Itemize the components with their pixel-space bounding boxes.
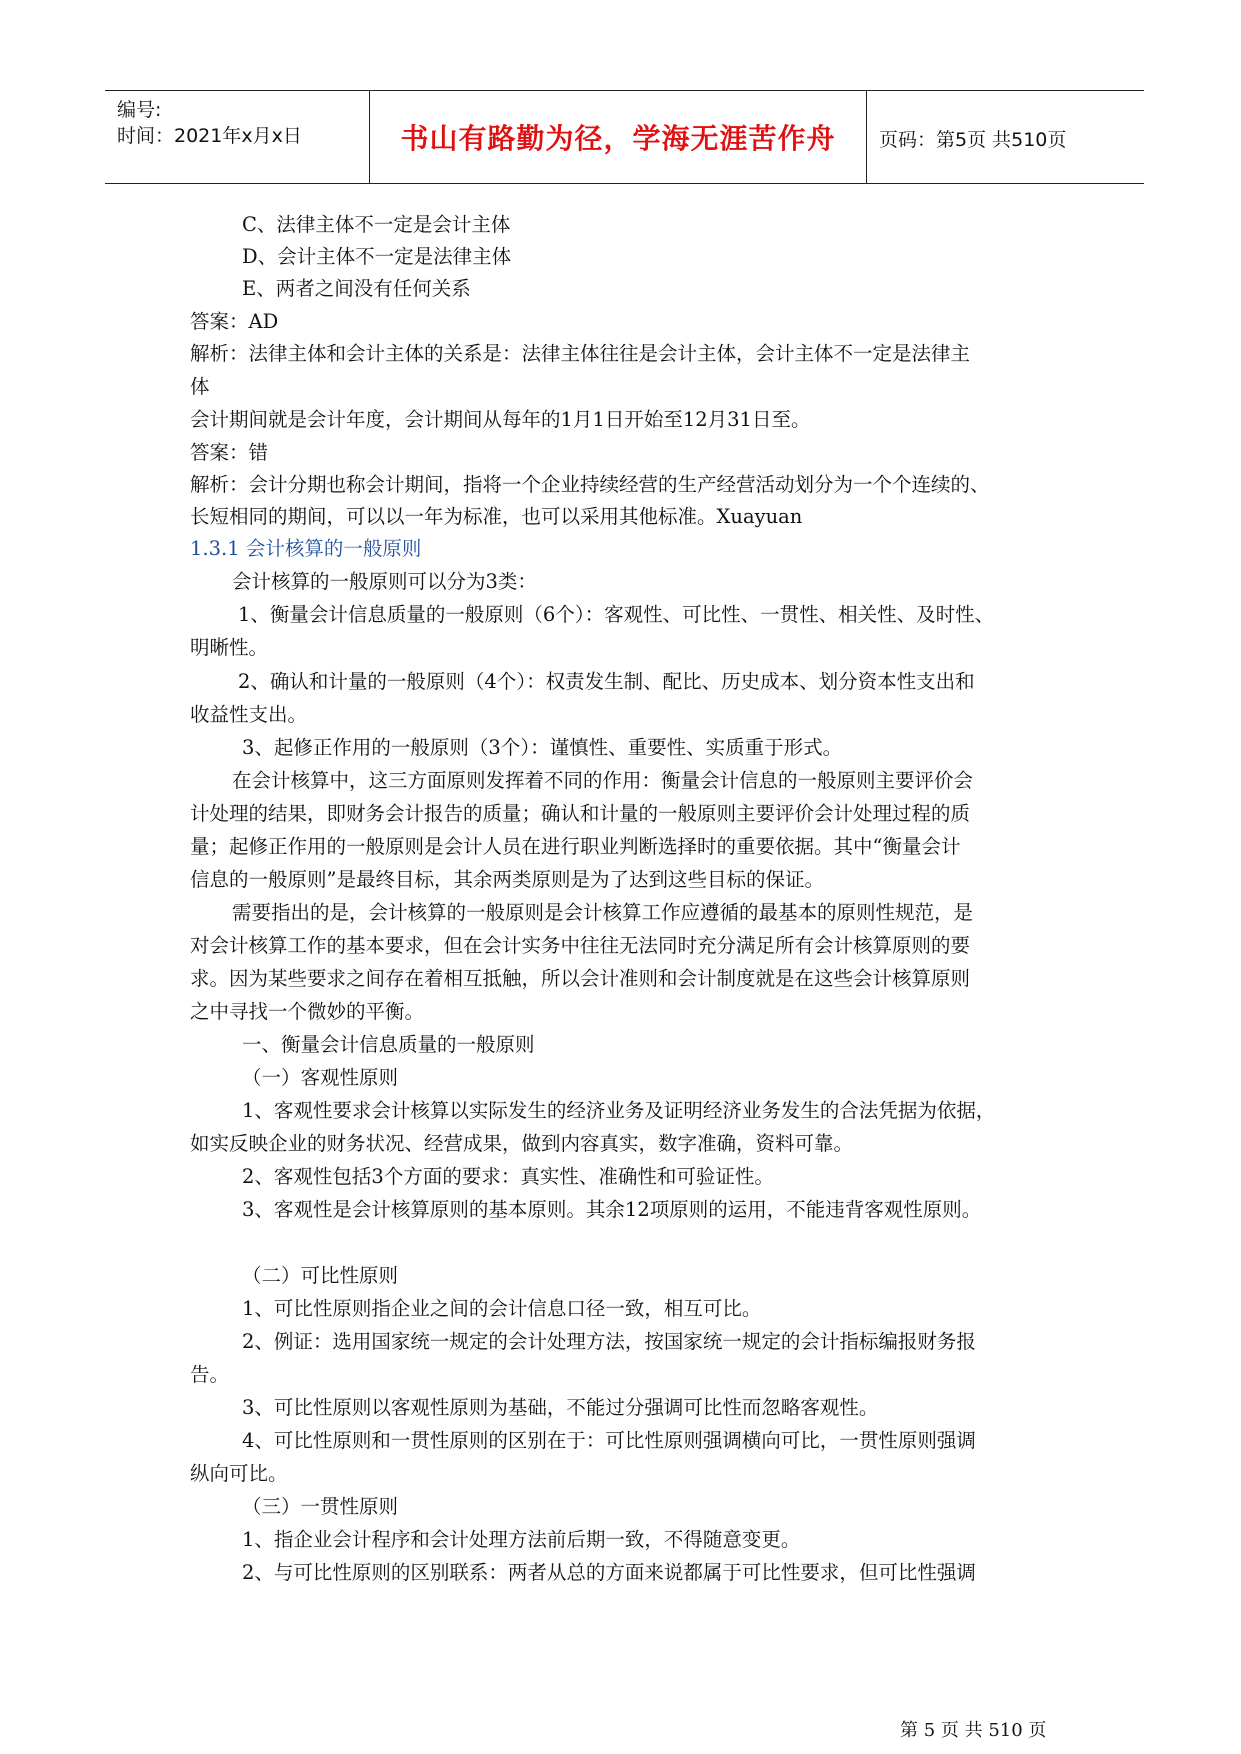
paragraph-line: 1、衡量会计信息质量的一般原则（6个）：客观性、可比性、一贯性、相关性、及时性、 [238, 603, 995, 626]
option-c: C、法律主体不一定是会计主体 [242, 213, 511, 236]
header-motto: 书山有路勤为径，学海无涯苦作舟 [400, 122, 836, 155]
subsection-heading: （二）可比性原则 [242, 1264, 399, 1287]
paragraph-line: 计处理的结果，即财务会计报告的质量；确认和计量的一般原则主要评价会计处理过程的质 [190, 802, 971, 825]
header-time-label: 时间：2021年x月x日 [117, 125, 302, 147]
paragraph-line: 2、确认和计量的一般原则（4个）：权责发生制、配比、历史成本、划分资本性支出和 [238, 670, 975, 693]
paragraph-line: 3、客观性是会计核算原则的基本原则。其余12项原则的运用，不能违背客观性原则。 [242, 1198, 982, 1221]
analysis-line: 体 [190, 375, 210, 398]
subsection-heading: 一、衡量会计信息质量的一般原则 [242, 1033, 535, 1056]
paragraph-line: 如实反映企业的财务状况、经营成果，做到内容真实，数字准确，资料可靠。 [190, 1132, 854, 1155]
section-heading: 1.3.1 会计核算的一般原则 [190, 537, 422, 560]
paragraph-line: 明晰性。 [190, 636, 269, 659]
paragraph-line: 告。 [190, 1363, 230, 1386]
header-page-label: 页码：第5页 共510页 [879, 129, 1067, 151]
answer-line: 答案：AD [190, 310, 279, 333]
subsection-heading: （三）一贯性原则 [242, 1495, 399, 1518]
paragraph-line: 信息的一般原则”是最终目标，其余两类原则是为了达到这些目标的保证。 [190, 868, 824, 891]
paragraph-line: 纵向可比。 [190, 1462, 288, 1485]
answer-line: 答案：错 [190, 441, 269, 464]
subsection-heading: （一）客观性原则 [242, 1066, 399, 1089]
paragraph-line: 2、客观性包括3个方面的要求：真实性、准确性和可验证性。 [242, 1165, 774, 1188]
option-e: E、两者之间没有任何关系 [242, 277, 471, 300]
paragraph-line: 在会计核算中，这三方面原则发挥着不同的作用：衡量会计信息的一般原则主要评价会 [232, 769, 974, 792]
question-line: 会计期间就是会计年度，会计期间从每年的1月1日开始至12月31日至。 [190, 408, 811, 431]
header-right-cell [867, 91, 1144, 183]
header-left-cell [105, 91, 370, 183]
option-d: D、会计主体不一定是法律主体 [242, 245, 512, 268]
paragraph-line: 1、指企业会计程序和会计处理方法前后期一致，不得随意变更。 [242, 1528, 801, 1551]
paragraph-line: 1、可比性原则指企业之间的会计信息口径一致，相互可比。 [242, 1297, 762, 1320]
header-middle-cell [370, 91, 867, 183]
paragraph-line: 收益性支出。 [190, 703, 308, 726]
analysis-line: 长短相同的期间，可以以一年为标准，也可以采用其他标准。Xuayuan [190, 505, 803, 528]
analysis-line: 解析：法律主体和会计主体的关系是：法律主体往往是会计主体，会计主体不一定是法律主 [190, 342, 971, 365]
paragraph-line: 需要指出的是，会计核算的一般原则是会计核算工作应遵循的最基本的原则性规范，是 [232, 901, 974, 924]
paragraph-line: 2、例证：选用国家统一规定的会计处理方法，按国家统一规定的会计指标编报财务报 [242, 1330, 976, 1353]
document-header [105, 90, 1144, 184]
paragraph-line: 2、与可比性原则的区别联系：两者从总的方面来说都属于可比性要求，但可比性强调 [242, 1561, 976, 1584]
analysis-line: 解析：会计分期也称会计期间，指将一个企业持续经营的生产经营活动划分为一个个连续的、 [190, 473, 990, 496]
paragraph-line: 量；起修正作用的一般原则是会计人员在进行职业判断选择时的重要依据。其中“衡量会计 [190, 835, 961, 858]
paragraph-line: 会计核算的一般原则可以分为3类： [232, 570, 537, 593]
paragraph-line: 对会计核算工作的基本要求，但在会计实务中往往无法同时充分满足所有会计核算原则的要 [190, 934, 971, 957]
header-number-label: 编号: [117, 99, 162, 121]
paragraph-line: 3、可比性原则以客观性原则为基础，不能过分强调可比性而忽略客观性。 [242, 1396, 879, 1419]
footer-page-number: 第 5 页 共 510 页 [900, 1720, 1047, 1741]
paragraph-line: 求。因为某些要求之间存在着相互抵触，所以会计准则和会计制度就是在这些会计核算原则 [190, 967, 971, 990]
paragraph-line: 之中寻找一个微妙的平衡。 [190, 1000, 425, 1023]
paragraph-line: 4、可比性原则和一贯性原则的区别在于：可比性原则强调横向可比，一贯性原则强调 [242, 1429, 976, 1452]
paragraph-line: 3、起修正作用的一般原则（3个）：谨慎性、重要性、实质重于形式。 [242, 736, 843, 759]
paragraph-line: 1、客观性要求会计核算以实际发生的经济业务及证明经济业务发生的合法凭据为依据， [242, 1099, 996, 1122]
